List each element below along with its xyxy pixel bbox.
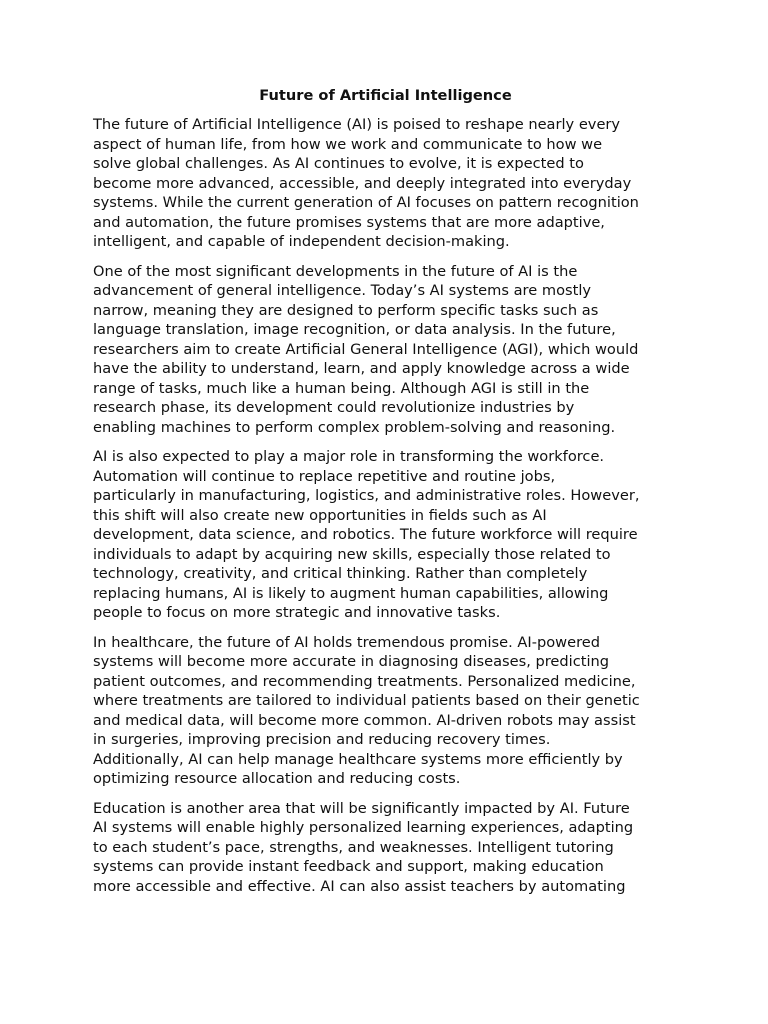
paragraph-line: AI is also expected to play a major role in transforming the workforce. xyxy=(93,448,605,465)
paragraph-line: systems can provide instant feedback and support, making education xyxy=(93,858,604,875)
paragraph-line: advancement of general intelligence. Today’s AI systems are mostly xyxy=(93,282,592,299)
paragraph-line: In healthcare, the future of AI holds tremendous promise. AI-powered xyxy=(93,633,600,651)
paragraph-line: replacing humans, AI is likely to augment human capabilities, allowing xyxy=(93,584,609,602)
paragraph-line: this shift will also create new opportunities in fields such as AI xyxy=(93,506,547,524)
paragraph-line: where treatments are tailored to individual patients based on their genetic xyxy=(93,692,640,709)
paragraph-line: The future of Artificial Intelligence (AI) is poised to reshape nearly every xyxy=(93,116,621,133)
paragraph-line: patient outcomes, and recommending treatments. Personalized medicine, xyxy=(93,672,636,690)
paragraph-line: particularly in manufacturing, logistics, and administrative roles. However, xyxy=(93,487,640,504)
paragraph-line: more accessible and effective. AI can also assist teachers by automating xyxy=(93,877,626,895)
paragraph-introduction xyxy=(93,115,678,252)
paragraph-line: aspect of human life, from how we work and communicate to how we xyxy=(93,135,603,153)
document-title: Future of Artificial Intelligence xyxy=(259,87,512,104)
paragraph-line: intelligent, and capable of independent decision-making. xyxy=(93,233,510,250)
paragraph-line: research phase, its development could revolutionize industries by xyxy=(93,399,575,416)
paragraph-line: and medical data, will become more common. AI-driven robots may assist xyxy=(93,711,636,729)
paragraph-line: systems. While the current generation of AI focuses on pattern recognition xyxy=(93,194,639,211)
paragraph-line: range of tasks, much like a human being. Although AGI is still in the xyxy=(93,379,590,397)
paragraph-healthcare xyxy=(93,633,678,789)
paragraph-line: and automation, the future promises systems that are more adaptive, xyxy=(93,213,605,231)
paragraph-general-intelligence xyxy=(93,262,678,438)
paragraph-line: development, data science, and robotics. The future workforce will require xyxy=(93,526,638,543)
paragraph-education xyxy=(93,799,678,897)
paragraph-line: solve global challenges. As AI continues to evolve, it is expected to xyxy=(93,155,584,172)
paragraph-line: become more advanced, accessible, and deeply integrated into everyday xyxy=(93,174,632,192)
paragraph-line: One of the most significant developments in the future of AI is the xyxy=(93,262,578,280)
paragraph-line: people to focus on more strategic and innovative tasks. xyxy=(93,604,501,621)
paragraph-line: language translation, image recognition, or data analysis. In the future, xyxy=(93,321,616,338)
paragraph-line: technology, creativity, and critical thinking. Rather than completely xyxy=(93,565,588,582)
paragraph-line: enabling machines to perform complex problem-solving and reasoning. xyxy=(93,418,616,436)
paragraph-line: researchers aim to create Artificial General Intelligence (AGI), which would xyxy=(93,340,639,358)
paragraph-line: Automation will continue to replace repetitive and routine jobs, xyxy=(93,467,556,485)
paragraph-line: Education is another area that will be significantly impacted by AI. Future xyxy=(93,799,630,817)
document-content xyxy=(93,86,678,906)
paragraph-line: narrow, meaning they are designed to perform specific tasks such as xyxy=(93,301,599,319)
paragraph-line: AI systems will enable highly personalized learning experiences, adapting xyxy=(93,819,634,836)
paragraph-line: to each student’s pace, strengths, and weaknesses. Intelligent tutoring xyxy=(93,838,614,856)
paragraph-line: optimizing resource allocation and reducing costs. xyxy=(93,770,461,787)
paragraph-line: Additionally, AI can help manage healthcare systems more efficiently by xyxy=(93,750,623,768)
paragraph-line: in surgeries, improving precision and reducing recovery times. xyxy=(93,731,551,748)
paragraph-line: have the ability to understand, learn, and apply knowledge across a wide xyxy=(93,360,630,377)
paragraph-line: individuals to adapt by acquiring new skills, especially those related to xyxy=(93,545,611,563)
paragraph-workforce xyxy=(93,447,678,623)
paragraph-line: systems will become more accurate in diagnosing diseases, predicting xyxy=(93,653,610,670)
